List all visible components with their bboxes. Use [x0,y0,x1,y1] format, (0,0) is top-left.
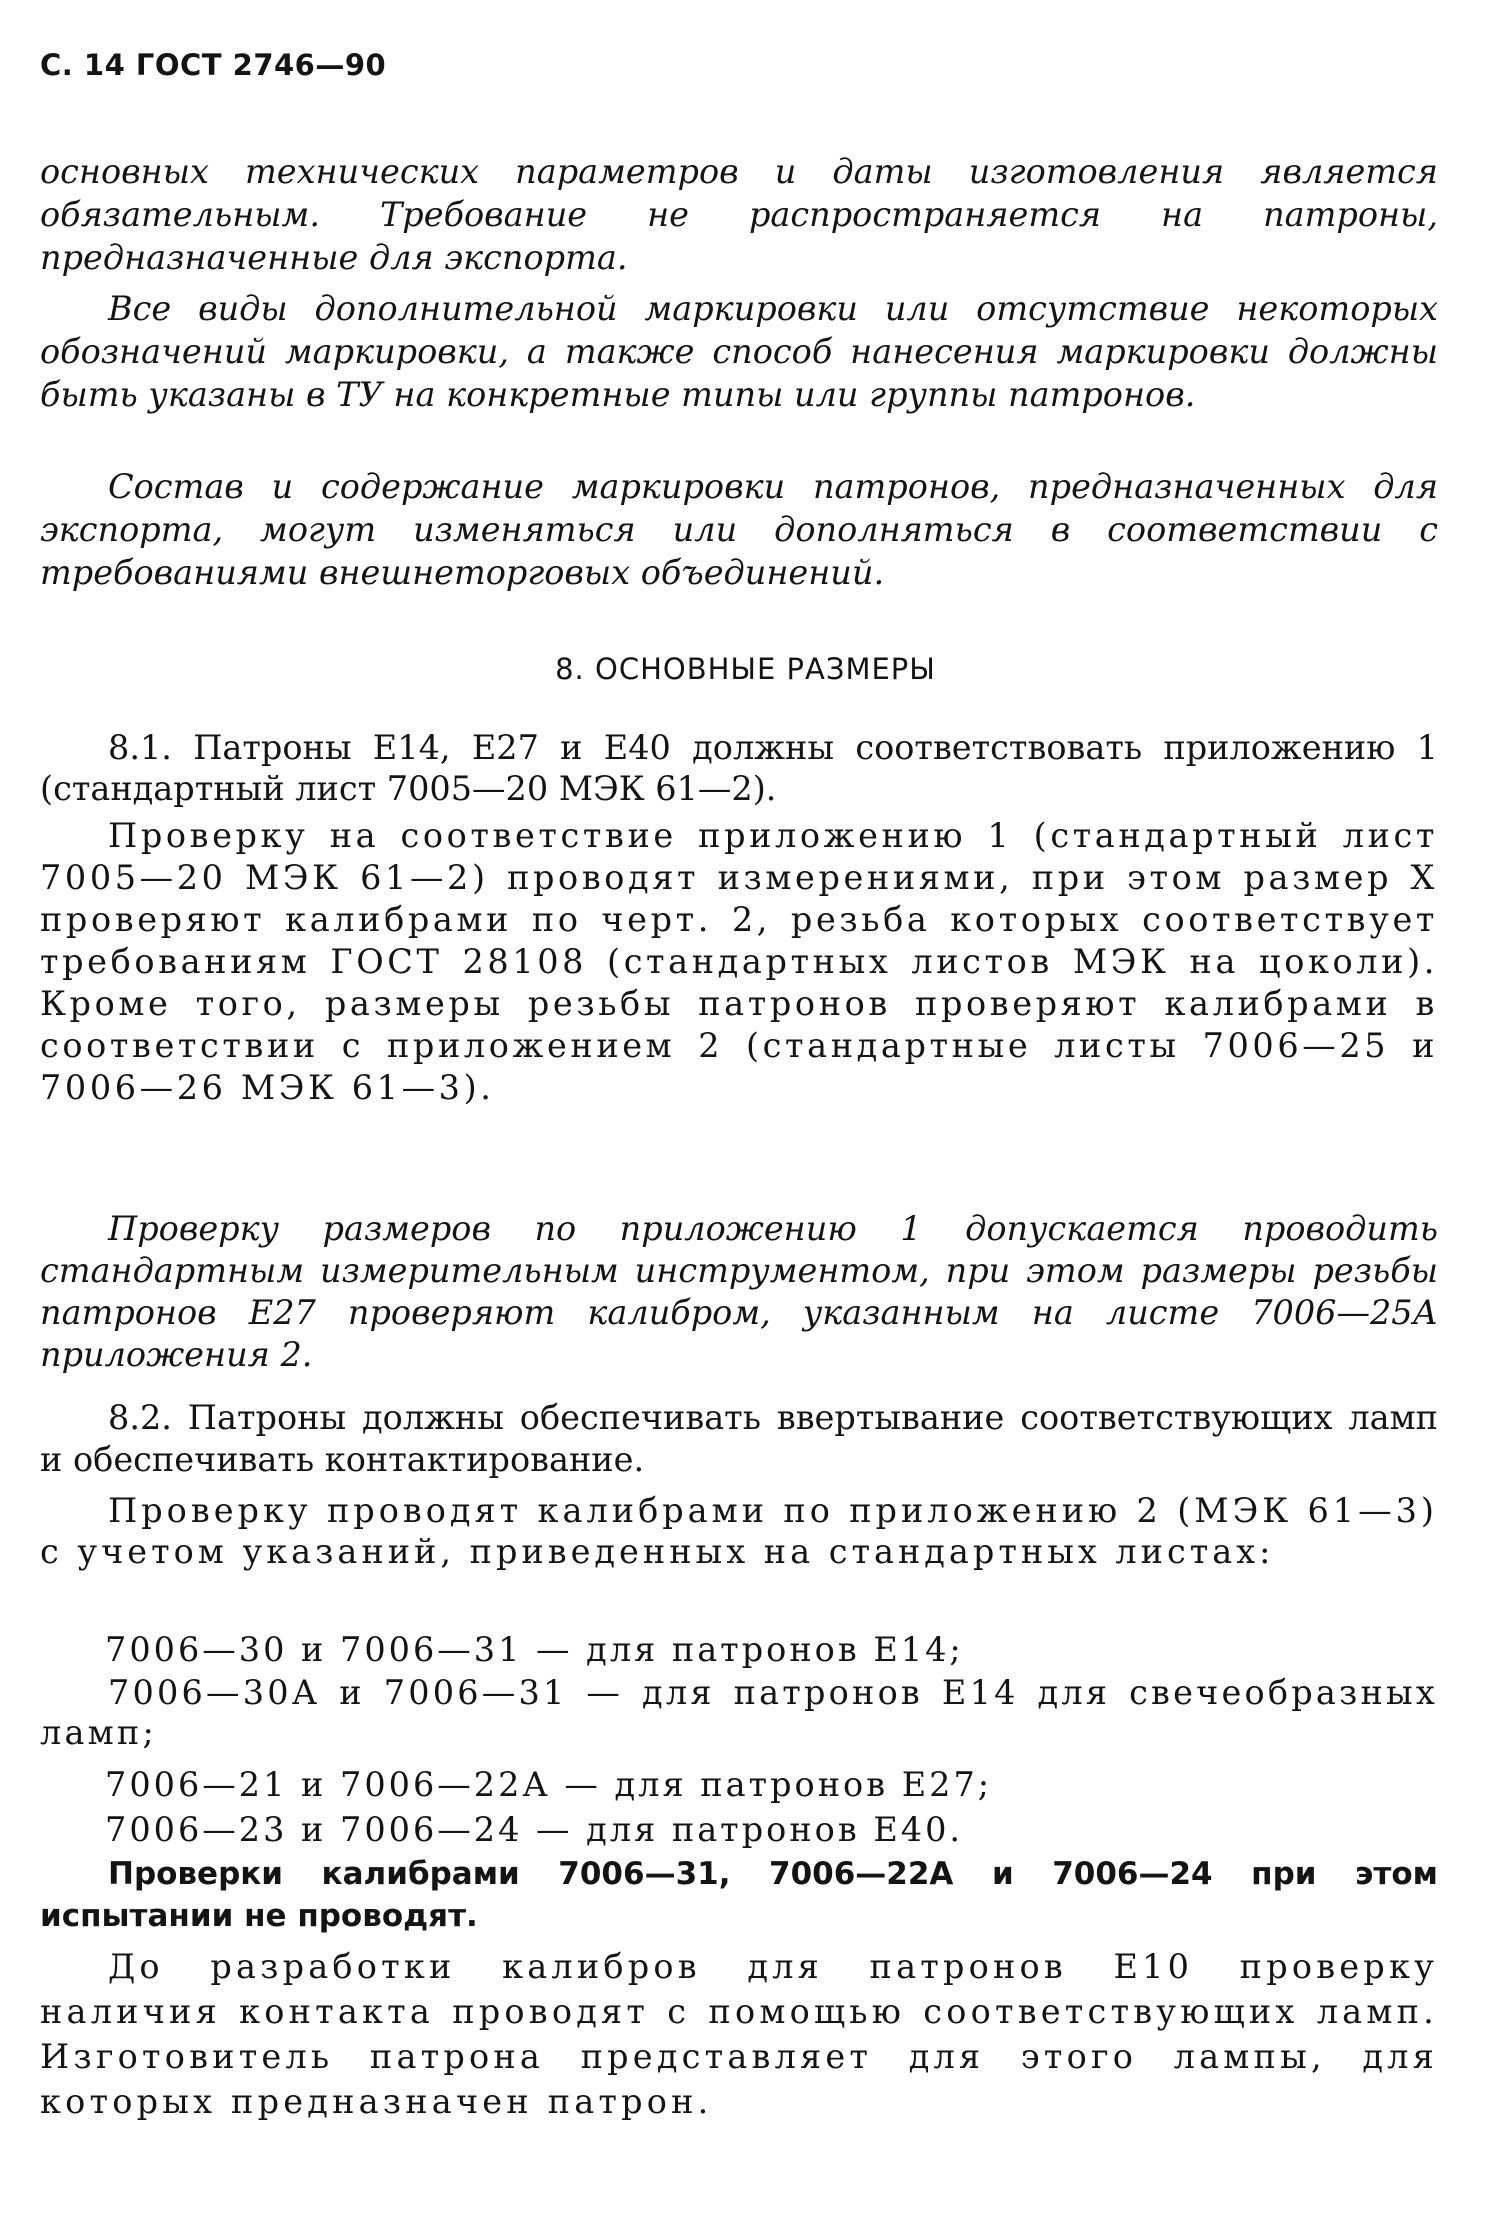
paragraph-check-dimensions: Проверку размеров по приложению 1 допускается проводить стандартным измерительным инструментом, при этом размеры резьбы патронов Е27 проверяют калибром, указанным на листе 7006—25А приложения 2. [40,1209,1438,1374]
list-item-e14: 7006—30 и 7006—31 — для патронов Е14; [105,1630,964,1669]
paragraph-8-2: 8.2. Патроны должны обеспечивать ввертывание соответствующих ламп и обеспечивать контактирование. [40,1398,1438,1479]
paragraph-not-tested: Проверки калибрами 7006—31, 7006—22А и 7006—24 при этом испытании не проводят. [40,1856,1438,1934]
page-header: С. 14 ГОСТ 2746—90 [40,48,387,82]
paragraph-marking-continued: основных технических параметров и даты изготовления является обязательным. Требование не распространяется на патроны, предназначенные для экспорта. [40,152,1438,277]
paragraph-additional-marking: Все виды дополнительной маркировки или отсутствие некоторых обозначений маркировки, а также способ нанесения маркировки должны быть указаны в ТУ на конкретные типы или группы патронов. [40,289,1438,414]
list-item-e27: 7006—21 и 7006—22А — для патронов Е27; [105,1765,993,1804]
section-heading: 8. ОСНОВНЫЕ РАЗМЕРЫ [555,652,936,686]
paragraph-check-calibers: Проверку проводят калибрами по приложению 2 (МЭК 61—3) с учетом указаний, приведенных на стандартных листах: [40,1491,1438,1571]
paragraph-check-appendix-1: Проверку на соответствие приложению 1 (стандартный лист 7005—20 МЭК 61—2) проводят измерениями, при этом размер Х проверяют калибрами по черт. 2, резьба которых соответствует требованиям ГОСТ 28108 (стандартных листов МЭК на цоколи). Кроме того, размеры резьбы патронов проверяют калибрами в соответствии с приложением 2 (стандартные листы 7006—25 и 7006—26 МЭК 61—3). [40,816,1438,1107]
list-item-e40: 7006—23 и 7006—24 — для патронов Е40. [105,1810,964,1849]
paragraph-e10-check: До разработки калибров для патронов Е10 проверку наличия контакта проводят с помощью соответствующих ламп. Изготовитель патрона представляет для этого лампы, для которых предназначен патрон. [40,1947,1438,2121]
list-item-e14-candle: 7006—30А и 7006—31 — для патронов Е14 для свечеобразных ламп; [40,1673,1438,1752]
paragraph-8-1: 8.1. Патроны Е14, Е27 и Е40 должны соответствовать приложению 1 (стандартный лист 7005—20 МЭК 61—2). [40,728,1438,808]
paragraph-export-marking: Состав и содержание маркировки патронов, предназначенных для экспорта, могут изменяться или дополняться в соответствии с требованиями внешнеторговых объединений. [40,467,1438,592]
